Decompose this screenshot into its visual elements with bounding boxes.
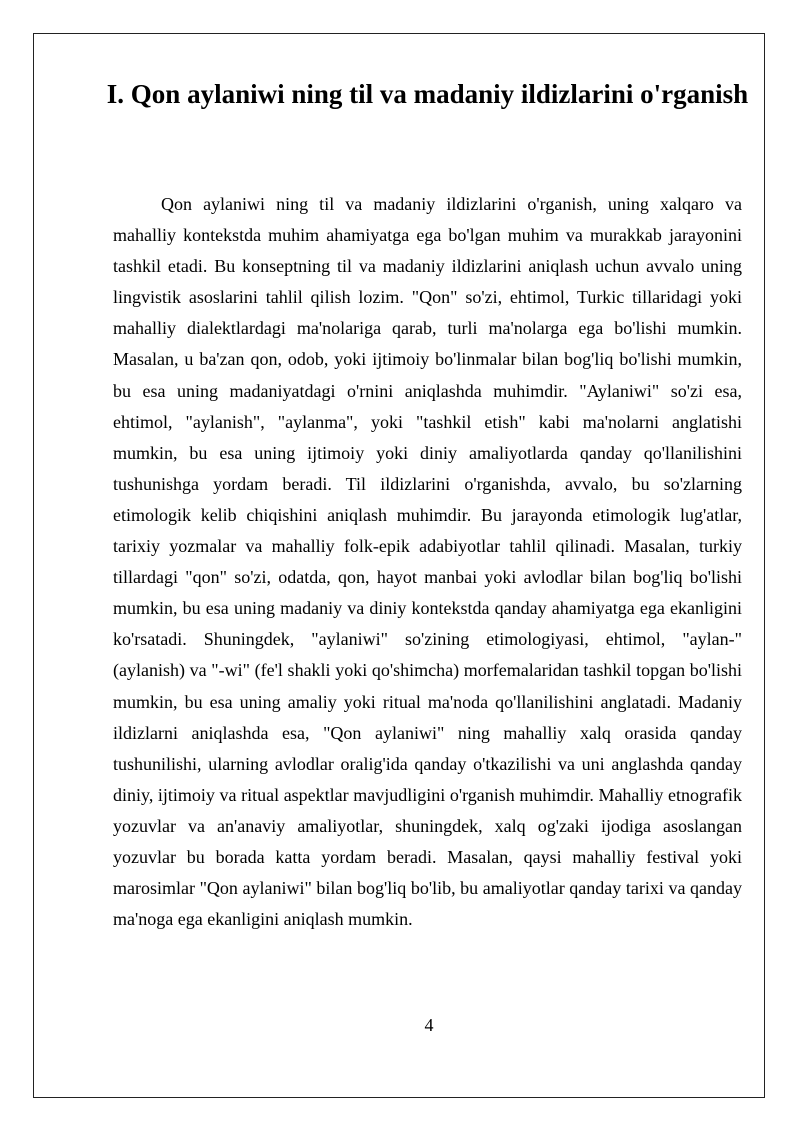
body-paragraph: Qon aylaniwi ning til va madaniy ildizlarini o'rganish, uning xalqaro va mahalliy kontekstda muhim ahamiyatga ega bo'lgan muhim va murakkab jarayonini tashkil etadi. Bu konseptning til va madaniy ildizlarini aniqlash uchun avvalo uning lingvistik asoslarini tahlil qilish lozim. "Qon" so'zi, ehtimol, Turkic tillaridagi yoki mahalliy dialektlardagi ma'nolariga qarab, turli ma'nolarga ega bo'lishi mumkin. Masalan, u ba'zan qon, odob, yoki ijtimoiy bo'linmalar bilan bog'liq bo'lishi mumkin, bu esa uning madaniyatdagi o'rnini aniqlashda muhimdir. "Aylaniwi" so'zi esa, ehtimol, "aylanish", "aylanma", yoki "tashkil etish" kabi ma'nolarni anglatishi mumkin, bu esa uning ijtimoiy yoki diniy amaliyotlarda qanday qo'llanilishini tushunishga yordam beradi. Til ildizlarini o'rganishda, avvalo, bu so'zlarning etimologik kelib chiqishini aniqlash muhimdir. Bu jarayonda etimologik lug'atlar, tarixiy yozmalar va mahalliy folk-epik adabiyotlar tahlil qilinadi. Masalan, turkiy tillardagi "qon" so'zi, odatda, qon, hayot manbai yoki avlodlar bilan bog'liq bo'lishi mumkin, bu esa uning madaniy va diniy kontekstda qanday ahamiyatga ega ekanligini ko'rsatadi. Shuningdek, "aylaniwi" so'zining etimologiyasi, ehtimol, "aylan-" (aylanish) va "-wi" (fe'l shakli yoki qo'shimcha) morfemalaridan tashkil topgan bo'lishi mumkin, bu esa uning amaliy yoki ritual ma'noda qo'llanilishini anglatadi. Madaniy ildizlarni aniqlashda esa, "Qon aylaniwi" ning mahalliy xalq orasida qanday tushunilishi, ularning avlodlar oralig'ida qanday o'tkazilishi va uni anglashda qanday diniy, ijtimoiy va ritual aspektlar mavjudligini o'rganish muhimdir. Mahalliy etnografik yozuvlar va an'anaviy amaliyotlar, shuningdek, xalq og'zaki ijodiga asoslangan yozuvlar bu borada katta yordam beradi. Masalan, qaysi mahalliy festival yoki marosimlar "Qon aylaniwi" bilan bog'liq bo'lib, bu amaliyotlar qanday tarixi va qanday ma'noga ega ekanligini aniqlash mumkin. [113,194,742,930]
page-title: I. Qon aylaniwi ning til va madaniy ildizlarini o'rganish [106,79,749,109]
page-number: 4 [424,1015,434,1035]
